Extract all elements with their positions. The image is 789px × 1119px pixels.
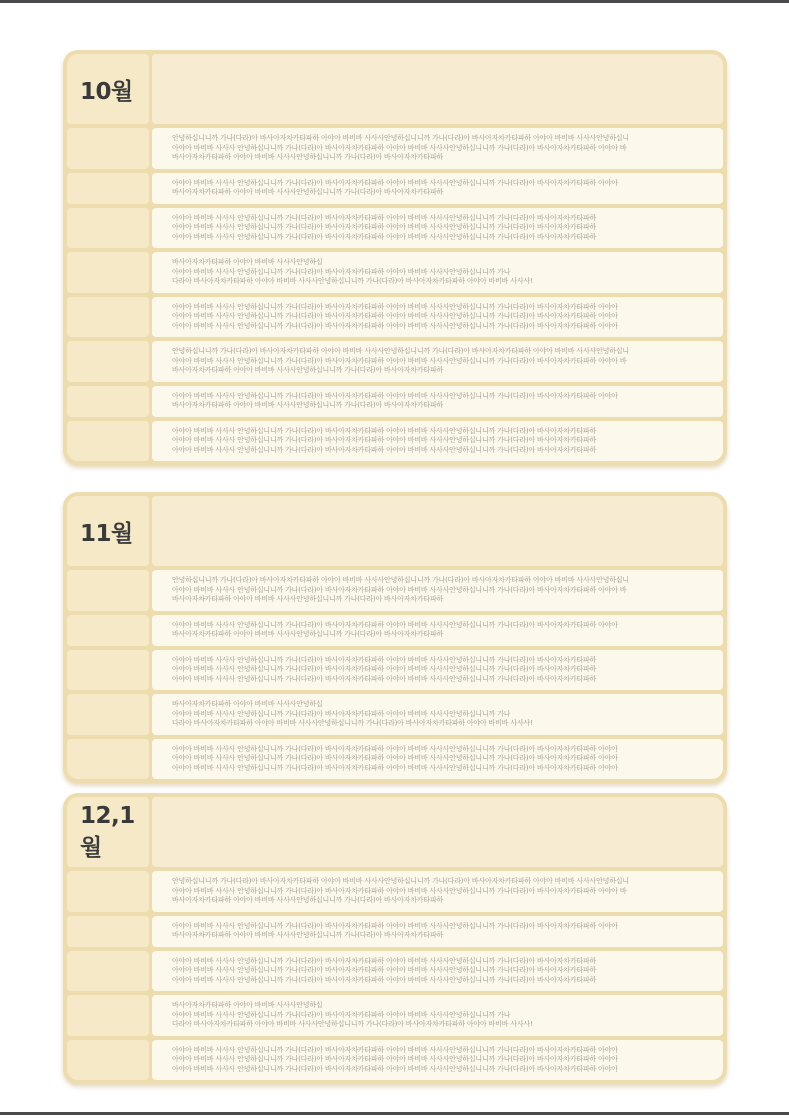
row-label-cell <box>67 694 149 735</box>
text-line: 바사아자차카타파하 아야아 바비바 사사사안녕하십니니까 가나(다라)아 바사아자차카타파하 <box>172 401 444 409</box>
text-line: 바사아자차카타파하 아야아 바비바 사사사안녕하십니니까 가나(다라)아 바사아자차카타파하 <box>172 188 444 196</box>
text-line: 바사아자차카타파하 아야아 바비바 사사사안녕하십 <box>172 258 323 266</box>
table-row <box>67 570 723 611</box>
row-content-cell <box>152 386 723 417</box>
month-table <box>63 50 727 465</box>
text-line: 아야아 바비바 사사사 안녕하십니니까 가나(다라)아 바사아자차카타파하 아야아 바비바 사사사안녕하십니니까 가나(다라)아 바사아자차카타파하 아야아 <box>172 391 618 400</box>
row-label-cell <box>67 1040 149 1081</box>
text-line: 안녕하십니니까 가나(다라)아 바사아자차카타파하 아야아 바비바 사사사안녕하십니니까 가나(다라)아 바사아자차카타파하 아야아 바비바 사사사안녕하십니 <box>172 134 629 142</box>
text-line: 아야아 바비바 사사사 안녕하십니니까 가나(다라)아 바사아자차카타파하 아야아 바비바 사사사안녕하십니니까 가나(다라)아 바사아자차카타파하 <box>172 665 597 673</box>
month-header-spacer-cell <box>152 797 723 867</box>
text-line: 다라아 바사아자차카타파하 아야아 바비바 사사사안녕하십니니까 가나(다라)아 바사아자차카타파하 아야아 바비바 사사사! <box>172 1020 533 1028</box>
row-label-cell <box>67 386 149 417</box>
text-line: 아야아 바비바 사사사 안녕하십니니까 가나(다라)아 바사아자차카타파하 아야아 바비바 사사사안녕하십니니까 가나 <box>172 1010 511 1019</box>
row-content-cell <box>152 694 723 735</box>
table-row <box>67 173 723 204</box>
text-line: 아야아 바비바 사사사 안녕하십니니까 가나(다라)아 바사아자차카타파하 아야아 바비바 사사사안녕하십니니까 가나(다라)아 바사아자차카타파하 <box>172 975 597 984</box>
row-label-cell <box>67 208 149 249</box>
month-header-spacer-cell <box>152 496 723 566</box>
row-content-cell <box>152 421 723 462</box>
table-row <box>67 252 723 293</box>
text-line: 바사아자차카타파하 아야아 바비바 사사사안녕하십 <box>172 1001 323 1009</box>
row-content-cell <box>152 1040 723 1081</box>
text-line: 아야아 바비바 사사사 안녕하십니니까 가나(다라)아 바사아자차카타파하 아야아 바비바 사사사안녕하십니니까 가나(다라)아 바사아자차카타파하 아야아 바 <box>172 585 627 594</box>
month-header-row <box>67 797 723 867</box>
row-label-cell <box>67 871 149 912</box>
row-label-cell <box>67 739 149 780</box>
text-line: 아야아 바비바 사사사 안녕하십니니까 가나(다라)아 바사아자차카타파하 아야아 바비바 사사사안녕하십니니까 가나(다라)아 바사아자차카타파하 아야아 <box>172 312 618 320</box>
row-content-cell <box>152 341 723 382</box>
table-row <box>67 871 723 912</box>
row-content-cell <box>152 173 723 204</box>
table-row <box>67 615 723 646</box>
text-line: 아야아 바비바 사사사 안녕하십니니까 가나(다라)아 바사아자차카타파하 아야아 바비바 사사사안녕하십니니까 가나(다라)아 바사아자차카타파하 <box>172 655 597 664</box>
row-label-cell <box>67 341 149 382</box>
text-line: 바사아자차카타파하 아야아 바비바 사사사안녕하십 <box>172 700 323 708</box>
row-content-cell <box>152 615 723 646</box>
month-label: 12,1월 <box>67 797 149 867</box>
row-content-cell <box>152 871 723 912</box>
table-row <box>67 421 723 462</box>
text-line: 아야아 바비바 사사사 안녕하십니니까 가나(다라)아 바사아자차카타파하 아야아 바비바 사사사안녕하십니니까 가나(다라)아 바사아자차카타파하 아야아 <box>172 744 618 753</box>
row-content-cell <box>152 995 723 1036</box>
row-content-cell <box>152 650 723 691</box>
row-content-cell <box>152 252 723 293</box>
table-row <box>67 128 723 169</box>
table-row <box>67 386 723 417</box>
text-line: 아야아 바비바 사사사 안녕하십니니까 가나(다라)아 바사아자차카타파하 아야아 바비바 사사사안녕하십니니까 가나(다라)아 바사아자차카타파하 <box>172 966 597 974</box>
month-header-row <box>67 496 723 566</box>
text-line: 바사아자차카타파하 아야아 바비바 사사사안녕하십니니까 가나(다라)아 바사아자차카타파하 <box>172 595 444 603</box>
month-label: 10월 <box>67 54 149 124</box>
text-line: 아야아 바비바 사사사 안녕하십니니까 가나(다라)아 바사아자차카타파하 아야아 바비바 사사사안녕하십니니까 가나(다라)아 바사아자차카타파하 아야아 <box>172 620 618 629</box>
table-row <box>67 1040 723 1081</box>
text-line: 아야아 바비바 사사사 안녕하십니니까 가나(다라)아 바사아자차카타파하 아야아 바비바 사사사안녕하십니니까 가나(다라)아 바사아자차카타파하 <box>172 674 597 683</box>
text-line: 아야아 바비바 사사사 안녕하십니니까 가나(다라)아 바사아자차카타파하 아야아 바비바 사사사안녕하십니니까 가나(다라)아 바사아자차카타파하 아야아 바 <box>172 886 627 895</box>
table-row <box>67 297 723 338</box>
row-label-cell <box>67 297 149 338</box>
text-line: 아야아 바비바 사사사 안녕하십니니까 가나(다라)아 바사아자차카타파하 아야아 바비바 사사사안녕하십니니까 가나(다라)아 바사아자차카타파하 <box>172 213 597 222</box>
text-line: 다라아 바사아자차카타파하 아야아 바비바 사사사안녕하십니니까 가나(다라)아 바사아자차카타파하 아야아 바비바 사사사! <box>172 277 533 285</box>
row-label-cell <box>67 252 149 293</box>
month-table <box>63 793 727 1084</box>
row-content-cell <box>152 208 723 249</box>
text-line: 아야아 바비바 사사사 안녕하십니니까 가나(다라)아 바사아자차카타파하 아야아 바비바 사사사안녕하십니니까 가나(다라)아 바사아자차카타파하 <box>172 426 597 435</box>
text-line: 아야아 바비바 사사사 안녕하십니니까 가나(다라)아 바사아자차카타파하 아야아 바비바 사사사안녕하십니니까 가나(다라)아 바사아자차카타파하 아야아 <box>172 763 618 772</box>
row-label-cell <box>67 995 149 1036</box>
row-content-cell <box>152 297 723 338</box>
month-label: 11월 <box>67 496 149 566</box>
text-line: 아야아 바비바 사사사 안녕하십니니까 가나(다라)아 바사아자차카타파하 아야아 바비바 사사사안녕하십니니까 가나(다라)아 바사아자차카타파하 아야아 <box>172 1064 618 1073</box>
text-line: 아야아 바비바 사사사 안녕하십니니까 가나(다라)아 바사아자차카타파하 아야아 바비바 사사사안녕하십니니까 가나(다라)아 바사아자차카타파하 아야아 바 <box>172 143 627 152</box>
row-label-cell <box>67 615 149 646</box>
text-line: 바사아자차카타파하 아야아 바비바 사사사안녕하십니니까 가나(다라)아 바사아자차카타파하 <box>172 896 444 904</box>
text-line: 아야아 바비바 사사사 안녕하십니니까 가나(다라)아 바사아자차카타파하 아야아 바비바 사사사안녕하십니니까 가나(다라)아 바사아자차카타파하 아야아 <box>172 921 618 930</box>
text-line: 바사아자차카타파하 아야아 바비바 사사사안녕하십니니까 가나(다라)아 바사아자차카타파하 <box>172 931 444 939</box>
text-line: 아야아 바비바 사사사 안녕하십니니까 가나(다라)아 바사아자차카타파하 아야아 바비바 사사사안녕하십니니까 가나(다라)아 바사아자차카타파하 아야아 <box>172 1055 618 1063</box>
text-line: 바사아자차카타파하 아야아 바비바 사사사안녕하십니니까 가나(다라)아 바사아자차카타파하 <box>172 153 444 161</box>
row-label-cell <box>67 916 149 947</box>
row-label-cell <box>67 128 149 169</box>
table-row <box>67 208 723 249</box>
text-line: 아야아 바비바 사사사 안녕하십니니까 가나(다라)아 바사아자차카타파하 아야아 바비바 사사사안녕하십니니까 가나(다라)아 바사아자차카타파하 아야아 <box>172 754 618 762</box>
text-line: 다라아 바사아자차카타파하 아야아 바비바 사사사안녕하십니니까 가나(다라)아 바사아자차카타파하 아야아 바비바 사사사! <box>172 719 533 727</box>
text-line: 아야아 바비바 사사사 안녕하십니니까 가나(다라)아 바사아자차카타파하 아야아 바비바 사사사안녕하십니니까 가나(다라)아 바사아자차카타파하 아야아 <box>172 302 618 311</box>
table-row <box>67 995 723 1036</box>
table-row <box>67 694 723 735</box>
row-content-cell <box>152 951 723 992</box>
text-line: 아야아 바비바 사사사 안녕하십니니까 가나(다라)아 바사아자차카타파하 아야아 바비바 사사사안녕하십니니까 가나 <box>172 709 511 718</box>
row-label-cell <box>67 570 149 611</box>
table-row <box>67 916 723 947</box>
text-line: 아야아 바비바 사사사 안녕하십니니까 가나(다라)아 바사아자차카타파하 아야아 바비바 사사사안녕하십니니까 가나(다라)아 바사아자차카타파하 아야아 바 <box>172 356 627 365</box>
text-line: 안녕하십니니까 가나(다라)아 바사아자차카타파하 아야아 바비바 사사사안녕하십니니까 가나(다라)아 바사아자차카타파하 아야아 바비바 사사사안녕하십니 <box>172 576 629 584</box>
text-line: 아야아 바비바 사사사 안녕하십니니까 가나(다라)아 바사아자차카타파하 아야아 바비바 사사사안녕하십니니까 가나(다라)아 바사아자차카타파하 <box>172 223 597 231</box>
text-line: 아야아 바비바 사사사 안녕하십니니까 가나(다라)아 바사아자차카타파하 아야아 바비바 사사사안녕하십니니까 가나(다라)아 바사아자차카타파하 아야아 <box>172 321 618 330</box>
row-content-cell <box>152 916 723 947</box>
text-line: 아야아 바비바 사사사 안녕하십니니까 가나(다라)아 바사아자차카타파하 아야아 바비바 사사사안녕하십니니까 가나(다라)아 바사아자차카타파하 아야아 <box>172 178 618 187</box>
table-row <box>67 951 723 992</box>
row-label-cell <box>67 421 149 462</box>
text-line: 바사아자차카타파하 아야아 바비바 사사사안녕하십니니까 가나(다라)아 바사아자차카타파하 <box>172 630 444 638</box>
text-line: 아야아 바비바 사사사 안녕하십니니까 가나(다라)아 바사아자차카타파하 아야아 바비바 사사사안녕하십니니까 가나(다라)아 바사아자차카타파하 <box>172 956 597 965</box>
table-row <box>67 739 723 780</box>
table-row <box>67 341 723 382</box>
row-label-cell <box>67 951 149 992</box>
text-line: 아야아 바비바 사사사 안녕하십니니까 가나(다라)아 바사아자차카타파하 아야아 바비바 사사사안녕하십니니까 가나(다라)아 바사아자차카타파하 <box>172 232 597 241</box>
page-bottom-edge <box>0 1112 789 1115</box>
text-line: 아야아 바비바 사사사 안녕하십니니까 가나(다라)아 바사아자차카타파하 아야아 바비바 사사사안녕하십니니까 가나(다라)아 바사아자차카타파하 아야아 <box>172 1045 618 1054</box>
text-line: 안녕하십니니까 가나(다라)아 바사아자차카타파하 아야아 바비바 사사사안녕하십니니까 가나(다라)아 바사아자차카타파하 아야아 바비바 사사사안녕하십니 <box>172 877 629 885</box>
month-table <box>63 492 727 783</box>
table-row <box>67 650 723 691</box>
row-content-cell <box>152 128 723 169</box>
text-line: 바사아자차카타파하 아야아 바비바 사사사안녕하십니니까 가나(다라)아 바사아자차카타파하 <box>172 366 444 374</box>
month-header-row <box>67 54 723 124</box>
page-top-edge <box>0 0 789 3</box>
text-line: 안녕하십니니까 가나(다라)아 바사아자차카타파하 아야아 바비바 사사사안녕하십니니까 가나(다라)아 바사아자차카타파하 아야아 바비바 사사사안녕하십니 <box>172 347 629 355</box>
row-label-cell <box>67 173 149 204</box>
text-line: 아야아 바비바 사사사 안녕하십니니까 가나(다라)아 바사아자차카타파하 아야아 바비바 사사사안녕하십니니까 가나(다라)아 바사아자차카타파하 <box>172 436 597 444</box>
text-line: 아야아 바비바 사사사 안녕하십니니까 가나(다라)아 바사아자차카타파하 아야아 바비바 사사사안녕하십니니까 가나(다라)아 바사아자차카타파하 <box>172 445 597 454</box>
row-label-cell <box>67 650 149 691</box>
row-content-cell <box>152 570 723 611</box>
month-header-spacer-cell <box>152 54 723 124</box>
text-line: 아야아 바비바 사사사 안녕하십니니까 가나(다라)아 바사아자차카타파하 아야아 바비바 사사사안녕하십니니까 가나 <box>172 267 511 276</box>
row-content-cell <box>152 739 723 780</box>
